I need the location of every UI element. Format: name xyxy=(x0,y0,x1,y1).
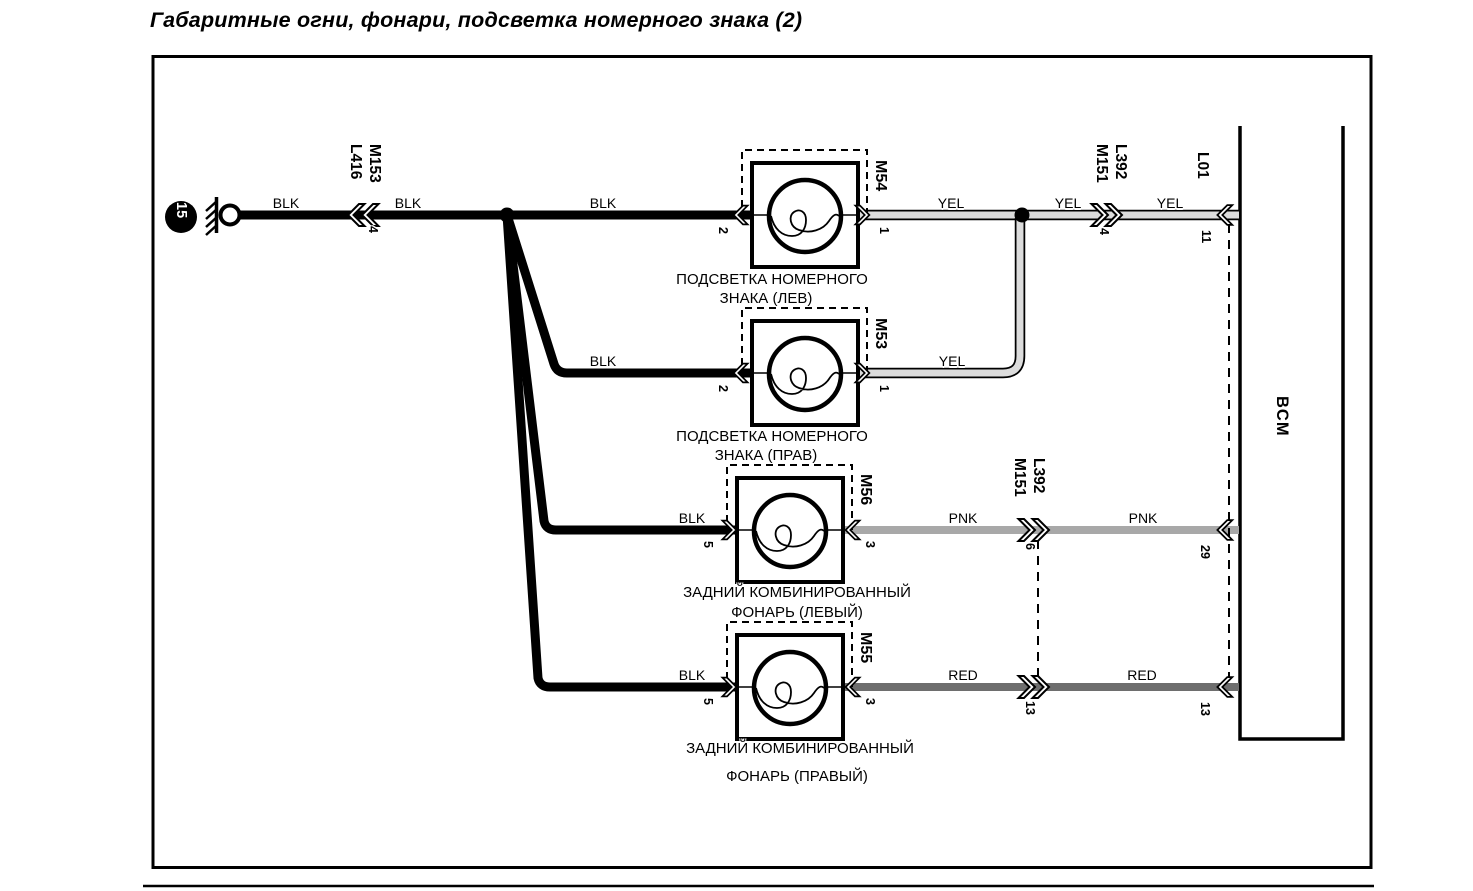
blk-wires xyxy=(238,215,750,687)
wire-label-blk: BLK xyxy=(589,195,617,211)
pin-number: 13 xyxy=(1198,702,1212,716)
lamp-name-m56: ЗАДНИЙ КОМБИНИРОВАННЫЙ xyxy=(683,584,911,601)
connector-m153-l416 xyxy=(346,144,384,183)
yel-wires xyxy=(856,215,1239,373)
wire-label-blk: BLK xyxy=(272,195,300,211)
lamp-m53 xyxy=(742,308,867,425)
connector-name-line: M153 xyxy=(366,144,383,183)
connector-l01: L01 xyxy=(1194,152,1211,179)
wire-label-pnk: PNK xyxy=(948,510,978,526)
pin-number: 3 xyxy=(863,698,877,705)
ground-symbol xyxy=(206,197,240,235)
wire-label-yel: YEL xyxy=(938,353,966,369)
bcm-box xyxy=(1240,126,1343,739)
pin-number: 11 xyxy=(1199,230,1213,244)
wire-label-red: RED xyxy=(1127,667,1157,683)
connector-l392-m151-top xyxy=(1092,144,1130,183)
connector-name-line: L392 xyxy=(1112,144,1129,180)
page-title: Габаритные огни, фонари, подсветка номерного знака (2) xyxy=(150,8,803,32)
lamp-name-m55: ФОНАРЬ (ПРАВЫЙ) xyxy=(726,768,868,785)
wire-label-blk: BLK xyxy=(394,195,422,211)
lamp-id-m55: M55 xyxy=(857,632,874,664)
wire-label-blk: BLK xyxy=(678,667,706,683)
pin-number: 6 xyxy=(1023,543,1037,550)
lamp-id-m54: M54 xyxy=(872,160,889,192)
lamp-name-m54: ПОДСВЕТКА НОМЕРНОГО xyxy=(676,271,868,288)
lamp-m55 xyxy=(727,622,852,739)
wire-label-blk: BLK xyxy=(589,353,617,369)
wire-label-red: RED xyxy=(948,667,978,683)
wire-label-yel: YEL xyxy=(1156,195,1184,211)
lamp-m54 xyxy=(742,150,867,267)
connector-name-line: L416 xyxy=(347,144,364,180)
lamp-name-m53: ПОДСВЕТКА НОМЕРНОГО xyxy=(676,428,868,445)
blk-junction-dot xyxy=(500,208,515,223)
pin-number: 2 xyxy=(716,227,730,234)
pin-number: 13 xyxy=(1023,701,1037,715)
pin-number: 5 xyxy=(701,698,715,705)
connector-l392-m151-bottom xyxy=(1010,458,1048,497)
pin-number: 2 xyxy=(716,385,730,392)
bcm-label: BCM xyxy=(1273,396,1291,437)
lamp-name-m56: ФОНАРЬ (ЛЕВЫЙ) xyxy=(731,604,863,621)
pin-number: 1 xyxy=(877,227,891,234)
connector-name-line: M151 xyxy=(1093,144,1110,183)
wire-label-yel: YEL xyxy=(937,195,965,211)
pin-number: 4 xyxy=(1097,228,1111,235)
wire-label-yel: YEL xyxy=(1054,195,1082,211)
lamp-name-m55: ЗАДНИЙ КОМБИНИРОВАННЫЙ xyxy=(686,740,914,757)
pin-number: 5 xyxy=(701,541,715,548)
circuit-number: 15 xyxy=(173,202,189,219)
lamp-name-m53: ЗНАКА (ПРАВ) xyxy=(714,447,818,464)
wire-label-pnk: PNK xyxy=(1128,510,1158,526)
connector-name-line: L392 xyxy=(1030,458,1047,494)
pin-number: 3 xyxy=(863,541,877,548)
pin-number: 29 xyxy=(1198,545,1212,559)
yel-junction-dot xyxy=(1015,208,1030,223)
connector-name-line: M151 xyxy=(1011,458,1028,497)
wire-label-blk: BLK xyxy=(678,510,706,526)
pin-number: 1 xyxy=(877,385,891,392)
lamp-id-m56: M56 xyxy=(857,474,874,506)
lamp-id-m53: M53 xyxy=(872,318,889,350)
lamp-name-m54: ЗНАКА (ЛЕВ) xyxy=(719,290,813,307)
pin-number: 4 xyxy=(366,226,380,233)
lamp-m56 xyxy=(727,465,852,582)
